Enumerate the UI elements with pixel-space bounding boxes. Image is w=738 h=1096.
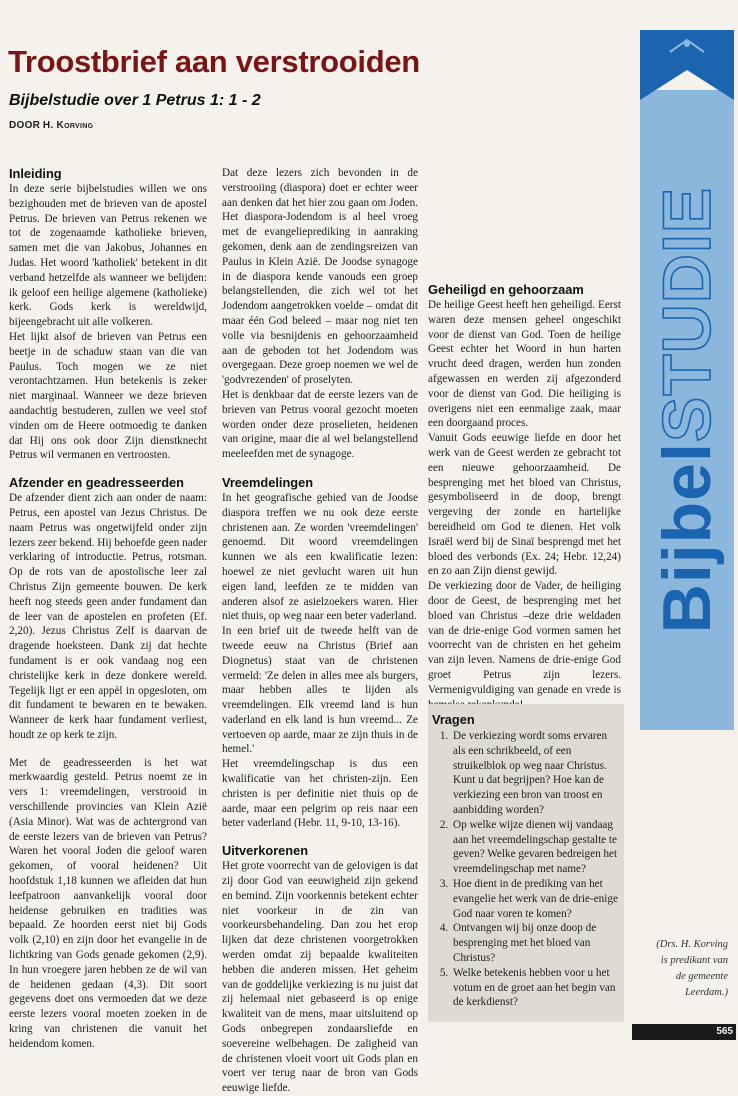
- question-item: 3. Hoe dient in de prediking van het evangelie het werk van de drie-enige God naar voren te komen?: [451, 877, 620, 921]
- afzender-paragraph-1: De afzender dient zich aan onder de naam: Petrus, een apostel van Jezus Christus. De naam Petrus was ongetwijfeld onder zijn lezers zeer bekend. Hij behoefde geen nader verklaring of introductie. Petrus, rotsman. Op de rots van de apostolische leer zal Christus Zijn gemeente bouwen. De kerk heeft nog steeds geen ander fundament dan de leer van de apostelen en profeten (Ef. 2,20). Jezus Christus Zelf is daarvan de dragende hoeksteen. Dank zij dat hechte fundament is er ook vandaag nog een christelijke kerk in deze donkere wereld. Tegelijk ligt er een appèl in opgesloten, om dit fundament te bewaren en te bewaken. Wanneer de kerk haar fundament verliest, houdt ze op kerk te zijn.: [9, 492, 207, 741]
- credit-line: (Drs. H. Korving: [656, 939, 728, 950]
- credit-line: Leerdam.): [684, 987, 728, 998]
- byline: [9, 120, 93, 131]
- author-credit: [632, 937, 728, 1001]
- heading-vreemdelingen: Vreemdelingen: [222, 474, 314, 490]
- credit-line: is predikant van: [660, 955, 728, 966]
- questions-list: [428, 729, 624, 1010]
- geheiligd-paragraph-2: Vanuit Gods eeuwige liefde en door het werk van de Geest werden ze gebracht tot een nieuwe gehoorzaamheid. De besprenging met het bloed van Christus, gesymboliseerd in de doop, brengt vergeving der zonde en hartelijke bereidheid om God te dienen. Het volk Israël werd bij de Sinaï besprengd met het bloed des verbonds (Ex. 24; Hebr. 12,24) en zo aan Zijn dienst gewijd.: [428, 432, 621, 578]
- geheiligd-paragraph-1: De heilige Geest heeft hen geheiligd. Eerst waren deze mensen geheel ongeschikt voor de dienst van God. Toen de heilige Geest echter het Woord in hun harten vrucht deed dragen, werden hun zonden afgewassen en werden zij afgezonderd voor de dienst van God. Die heiliging is overigens niet een eenmalige zaak, maar een doorgaand proces.: [428, 299, 621, 430]
- question-item: 4. Ontvangen wij bij onze doop de besprenging met het bloed van Christus?: [451, 921, 620, 965]
- inleiding-paragraph-1: In deze serie bijbelstudies willen we ons bezighouden met de brieven van de apostel Petrus. De brieven van Petrus rekenen we tot de zogenaamde katholieke brieven, samen met die van Jakobus, Johannes en Judas. Het woord 'katholiek' betekent in dit verband hetzelfde als wanneer we belijden: ik geloof een heilige algemene (katholieke) kerk. Gods kerk is wereldwijd, bijeengebracht uit alle volkeren.: [9, 183, 207, 329]
- author-name: H. Korving: [42, 120, 94, 131]
- article-subtitle: Bijbelstudie over 1 Petrus 1: 1 - 2: [9, 92, 261, 109]
- sidebar-label: [649, 186, 725, 634]
- vreemdelingen-paragraph-2: In een brief uit de tweede helft van de tweede eeuw na Christus (Brief aan Diognetus) staat van de christenen vermeld: 'Ze delen in alles mee als burgers, maar hebben alles te lijden als vreemdelingen. Elk vreemd land is hun vaderland en elk land is hun vreemd... Ze vertoeven op aarde, maar ze zijn thuis in de hemel.': [222, 625, 418, 756]
- article-title: Troostbrief aan verstrooiden: [8, 44, 420, 79]
- byline-prefix: DOOR: [9, 120, 41, 131]
- geheiligd-paragraph-3: De verkiezing door de Vader, de heiliging door de Geest, de besprenging met het bloed van Christus –deze drie weldaden van de drie-enige God vormen samen het voorrecht van de christen en het geheim van zijn leven. Namens de drie-enige God groet Petrus zijn lezers. Vermenigvuldiging van genade en vrede is: [428, 580, 621, 696]
- heading-vragen: Vragen: [432, 712, 475, 727]
- vreemdelingen-paragraph-3: Het vreemdelingschap is dus een kwalificatie van het christen-zijn. Een christen is per definitie niet thuis op de aarde, maar een pelgrim op reis naar een beter vaderland (Hebr. 11, 9-10, 13-16).: [222, 758, 418, 830]
- heading-uitverkorenen: Uitverkorenen: [222, 843, 309, 859]
- question-item: 5. Welke betekenis hebben voor u het votum en de groet aan het begin van de kerkdienst?: [451, 966, 620, 1010]
- section-sidebar: [630, 20, 738, 750]
- afzender-paragraph-4: Het is denkbaar dat de eerste lezers van de brieven van Petrus vooral gezocht moeten worden onder deze proselieten, heidenen van origine, maar die al wel belangstellend meeleefden met de synagoge.: [222, 388, 418, 461]
- bookmark-emblem-icon: [640, 30, 734, 100]
- heading-geheiligd: Geheiligd en gehoorzaam: [428, 282, 584, 297]
- page-number: 565: [716, 1026, 733, 1037]
- question-item: 2. Op welke wijze dienen wij vandaag aan het vreemdelingschap gestalte te geven? Welke gevaren bedreigen het vreemdelingschap met name?: [451, 818, 620, 877]
- vreemdelingen-paragraph-1: In het geografische gebied van de Joodse diaspora treffen we nu ook deze eerste christenen aan. Ze worden 'vreemdelingen' genoemd. Dit woord vreemdelingen kunnen we als een kwalificatie lezen: hoewel ze niet gevlucht waren uit hun eigen land, leefden ze te midden van anderen alsof ze asielzoekers waren. Hier niet thuis, op weg naar een beter vaderland.: [222, 491, 418, 623]
- column-3: [428, 12, 621, 712]
- inleiding-paragraph-2: Het lijkt alsof de brieven van Petrus een beetje in de schaduw staan van die van Paulus. Toch mogen we ze niet verontachtzamen. Hun betekenis is zeker niet marginaal. Wanneer we deze brieven aandachtig bestuderen, zullen we veel stof vinden om de Heere ootmoedig te danken dat Hij ons ook door Zijn dienstknecht Petrus wil vermanen en vertroosten.: [9, 330, 207, 462]
- uitverkorenen-paragraph-1: Het grote voorrecht van de gelovigen is dat zij door God van eeuwigheid zijn gekend en bemind. Zijn voorkennis betekent echter niet voorkeur in de zin van voorkeursbehandeling. Dan zou het erop lijken dat deze christenen voorgetrokken werden omdat zij bepaalde kwaliteiten hebben die anderen missen. Het geheim van de goddelijke verkiezing is nu juist dat zij helemaal niet gebaseerd is op enige kwaliteit van de mens, maar uitsluitend op Gods onbegrepen zondaarsliefde en soevereine welbehagen. De zaligheid van de christenen vloeit voort uit Gods plan en voert ver terug naar de bron van Gods eeuwige liefde.: [222, 860, 418, 1095]
- sidebar-label-outline: STUDIE: [649, 186, 725, 443]
- heading-afzender: Afzender en geadresseerden: [9, 475, 184, 491]
- credit-line: de gemeente: [675, 971, 728, 982]
- question-item: 1. De verkiezing wordt soms ervaren als een schrikbeeld, of een struikelblok op weg naar Christus. Kunt u dat begrijpen? Hoe kan de verkiezing een bron van troost en aanbidding worden?: [451, 729, 620, 818]
- sidebar-label-solid: Bijbel: [649, 442, 725, 634]
- column-2: [222, 166, 418, 1096]
- afzender-paragraph-2: Met de geadresseerden is het wat merkwaardig gesteld. Petrus noemt ze in vers 1: vreemdelingen, verstrooid in verschillende provincies van Klein Azië (Asia Minor). Wat was de achtergrond van de eerste lezers van de brieven van Petrus? Waren het vooral Joden die geloof waren gekomen, of vooral heidenen? Uit hoofdstuk 1,18 kunnen we afleiden dat hun leefpatroon aanvankelijk vooral door heidense gebruiken en tradities was bepaald. Ze hoorden eerst niet bij Gods volk (2,10) en zijn door het evangelie in de lichtkring van Gods genade gekomen (2,9). In hun vroegere jaren hebben ze de wil van de heidenen gedaan (4,3). Dit soort gegevens doet ons vermoeden dat we deze eerste lezers vooral moeten zoeken in de kring van christenen die vanuit het heidendom komen.: [9, 756, 207, 1050]
- heading-inleiding: Inleiding: [9, 166, 62, 181]
- column-1: [9, 166, 207, 1052]
- afzender-paragraph-3: Dat deze lezers zich bevonden in de verstrooiing (diaspora) doet er echter weer aan denken dat het hier zou gaan om Joden. Het diaspora-Jodendom is al heel vroeg met de evangelieprediking in aanraking gekomen, denk aan de zendingsreizen van Paulus in Klein Azië. De Joodse synagoge in de diaspora kende vanouds een groep belangstellenden, die zich wel tot het Jodendom aangetrokken voelde – omdat dit maar één God beleed – maar nog niet ten volle via besnijdenis en gehoorzaamheid aan de geboden tot het Jodendom was overgegaan. Deze groep noemen we wel de 'godvrezenden' of proselyten.: [222, 167, 418, 387]
- questions-box: [428, 704, 624, 1022]
